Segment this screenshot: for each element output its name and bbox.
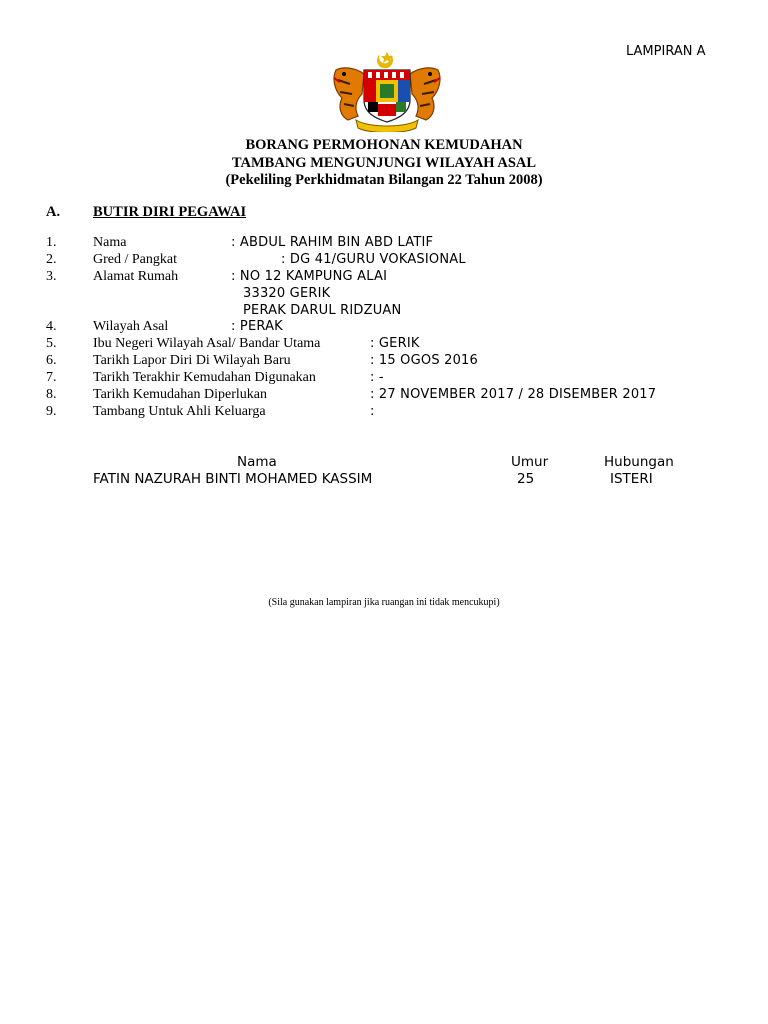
row-value: : bbox=[370, 404, 375, 419]
row-label: Wilayah Asal bbox=[93, 319, 169, 334]
row-number: 8. bbox=[46, 387, 57, 402]
row-value: : 15 OGOS 2016 bbox=[370, 353, 478, 368]
row-number: 2. bbox=[46, 252, 57, 267]
row-label: Tarikh Kemudahan Diperlukan bbox=[93, 387, 267, 402]
row-value: : 27 NOVEMBER 2017 / 28 DISEMBER 2017 bbox=[370, 387, 657, 402]
row-value: : GERIK bbox=[370, 336, 420, 351]
row-number: 9. bbox=[46, 404, 57, 419]
row-value: : NO 12 KAMPUNG ALAI bbox=[231, 269, 388, 284]
family-member-relation: ISTERI bbox=[610, 471, 653, 487]
lampiran-label: LAMPIRAN A bbox=[626, 44, 706, 59]
form-title-line3: (Pekeliling Perkhidmatan Bilangan 22 Tahun 2008) bbox=[225, 172, 543, 188]
malaysia-coat-of-arms-icon bbox=[328, 50, 446, 132]
row-value: : ABDUL RAHIM BIN ABD LATIF bbox=[231, 235, 434, 250]
row-label: Ibu Negeri Wilayah Asal/ Bandar Utama bbox=[93, 336, 321, 351]
form-title-line1: BORANG PERMOHONAN KEMUDAHAN bbox=[245, 137, 523, 153]
row-value: : DG 41/GURU VOKASIONAL bbox=[281, 252, 466, 267]
row-value-line2: 33320 GERIK bbox=[243, 286, 331, 301]
row-label: Nama bbox=[93, 235, 127, 250]
family-header-relation: Hubungan bbox=[604, 454, 674, 470]
family-member-name: FATIN NAZURAH BINTI MOHAMED KASSIM bbox=[93, 471, 373, 487]
form-title-line2: TAMBANG MENGUNJUNGI WILAYAH ASAL bbox=[231, 155, 537, 171]
row-label: Tarikh Lapor Diri Di Wilayah Baru bbox=[93, 353, 291, 368]
row-number: 1. bbox=[46, 235, 57, 250]
row-label: Alamat Rumah bbox=[93, 269, 179, 284]
row-value-line3: PERAK DARUL RIDZUAN bbox=[243, 303, 402, 318]
row-label: Tarikh Terakhir Kemudahan Digunakan bbox=[93, 370, 316, 385]
family-header-name: Nama bbox=[237, 454, 277, 470]
family-member-age: 25 bbox=[517, 471, 535, 487]
row-number: 3. bbox=[46, 269, 57, 284]
footnote: (Sila gunakan lampiran jika ruangan ini tidak mencukupi) bbox=[268, 597, 500, 608]
row-value: : PERAK bbox=[231, 319, 283, 334]
row-value: : - bbox=[370, 370, 384, 385]
section-letter: A. bbox=[46, 204, 61, 220]
row-number: 4. bbox=[46, 319, 57, 334]
row-number: 6. bbox=[46, 353, 57, 368]
row-label: Tambang Untuk Ahli Keluarga bbox=[93, 404, 266, 419]
family-header-age: Umur bbox=[511, 454, 549, 470]
section-heading: BUTIR DIRI PEGAWAI bbox=[93, 204, 247, 220]
row-number: 5. bbox=[46, 336, 57, 351]
row-number: 7. bbox=[46, 370, 57, 385]
row-label: Gred / Pangkat bbox=[93, 252, 177, 267]
